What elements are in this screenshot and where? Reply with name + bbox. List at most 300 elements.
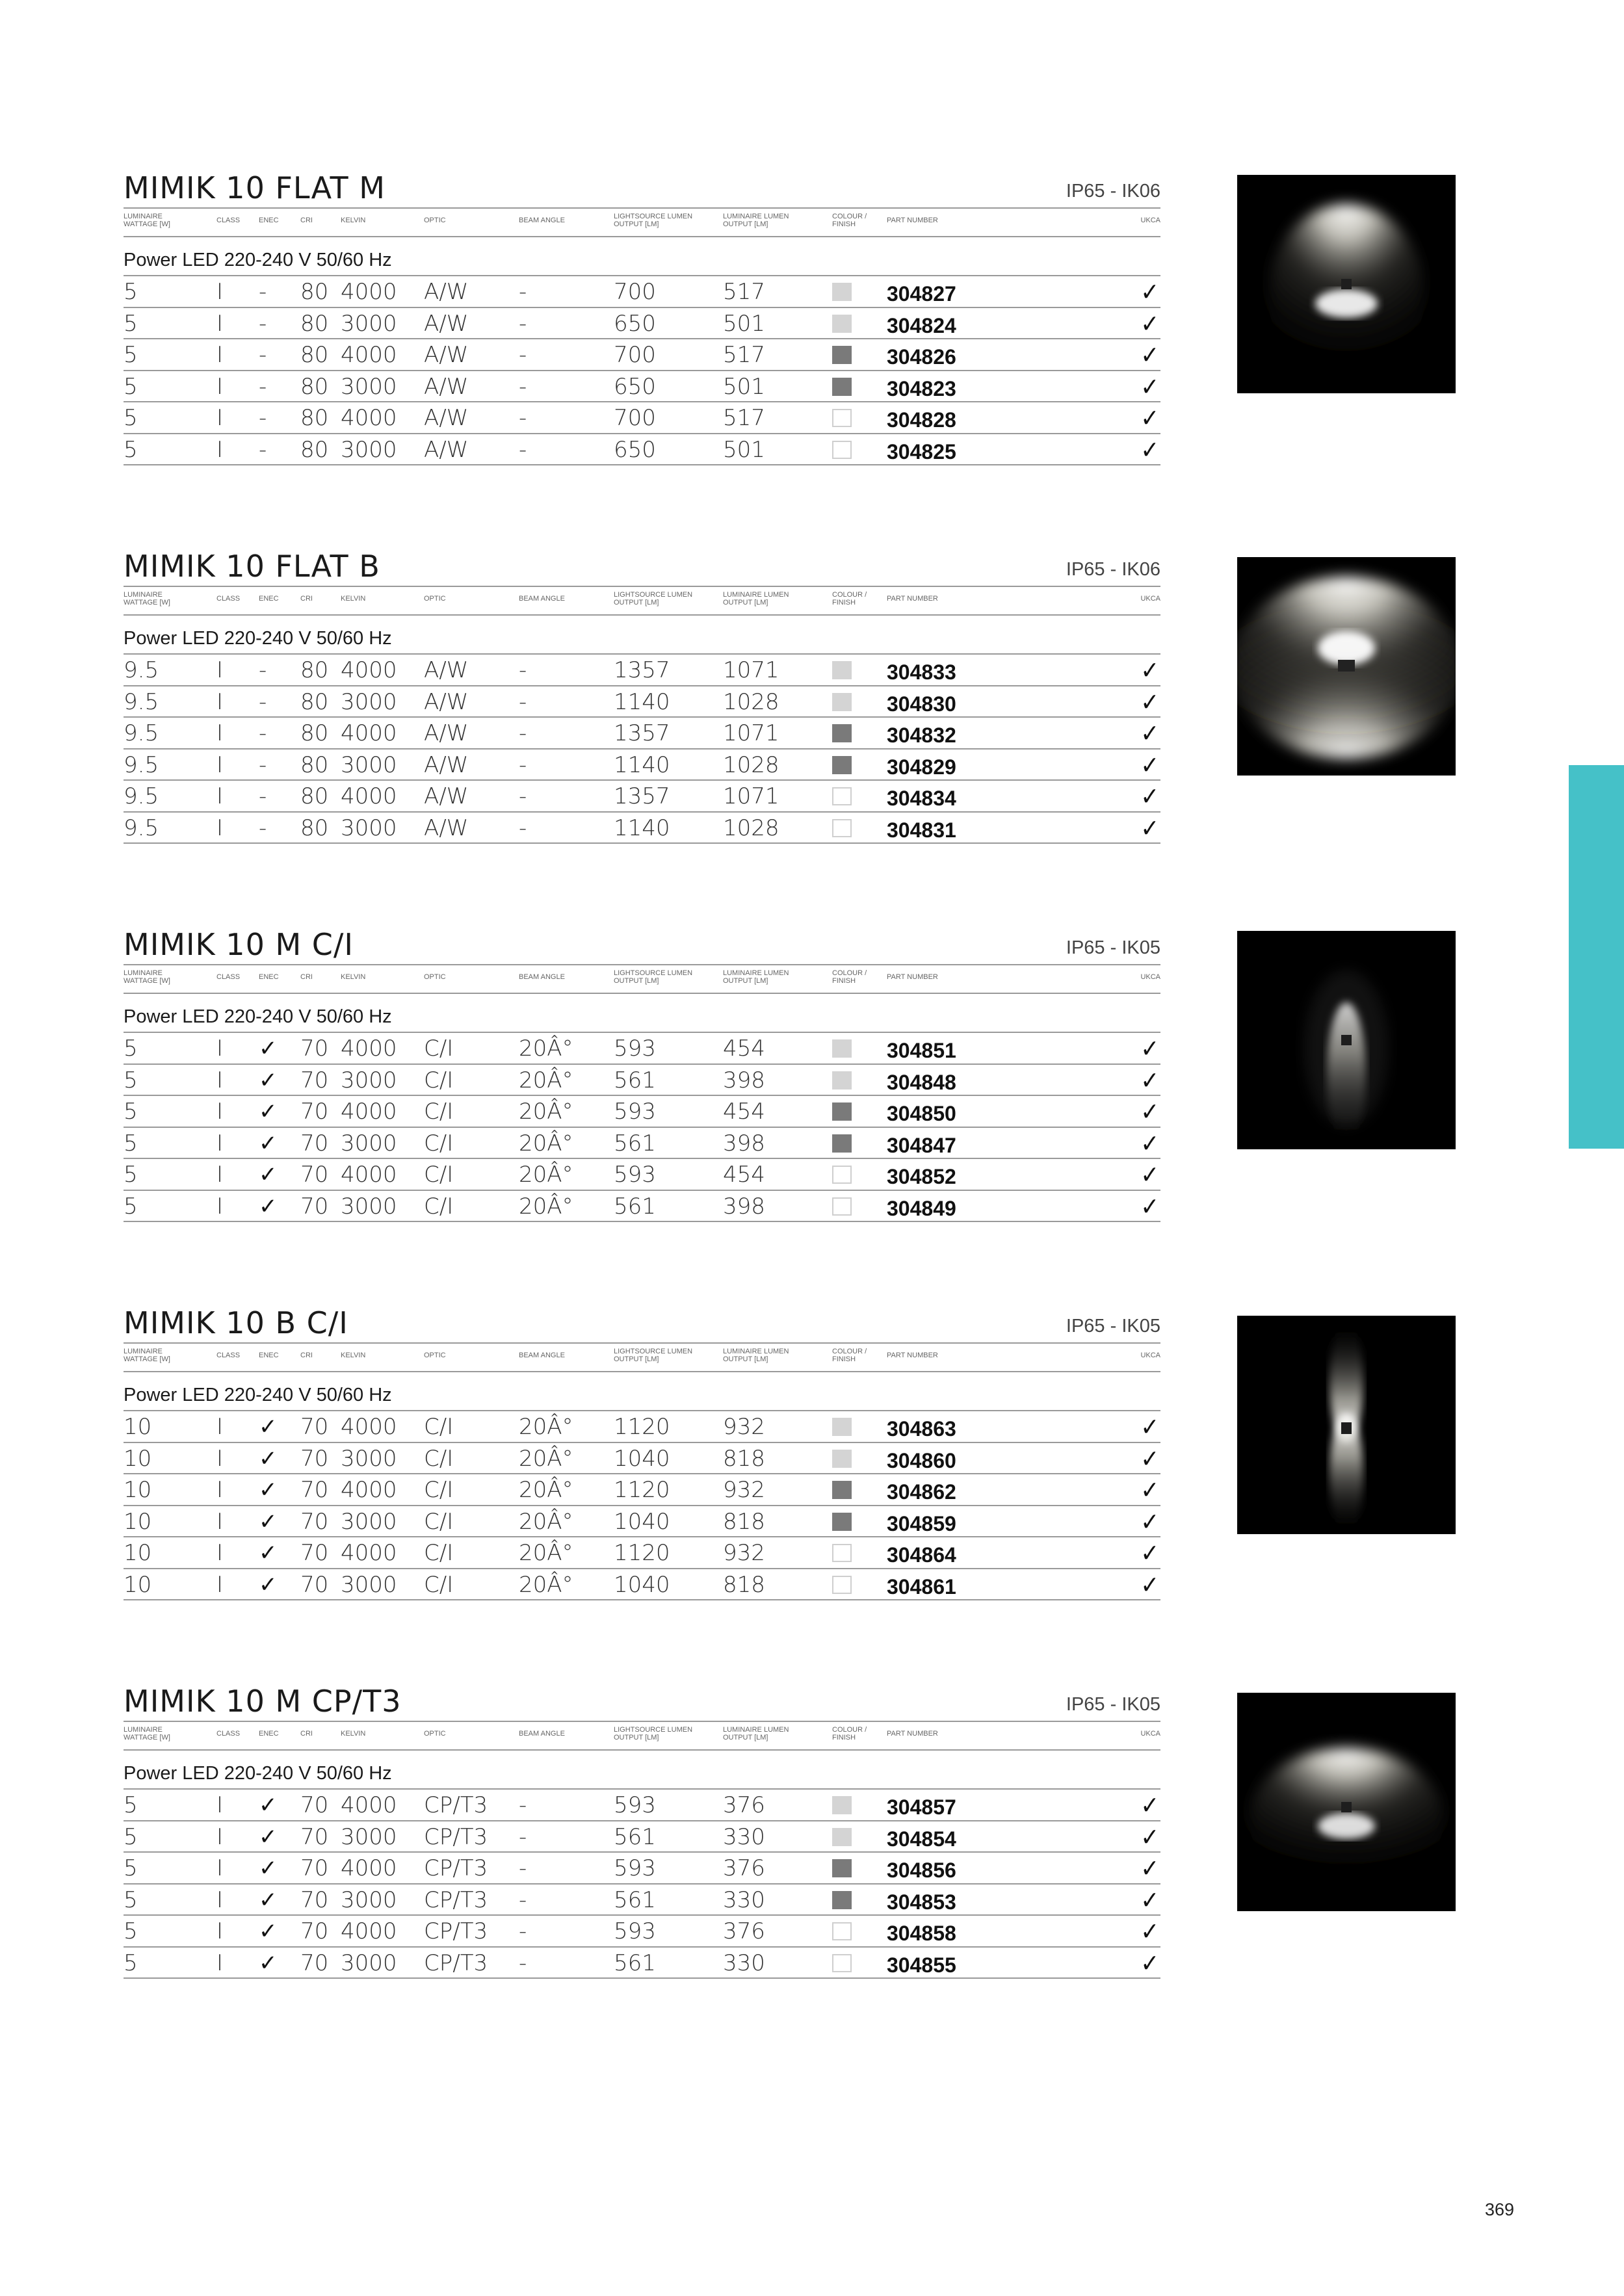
- cri-cell: 70: [300, 1067, 329, 1093]
- table-body: [124, 1410, 1160, 1600]
- part-number[interactable]: 304847: [887, 1133, 956, 1157]
- table-row[interactable]: [124, 1065, 1160, 1097]
- table-row[interactable]: [124, 655, 1160, 686]
- lightsource-lumen-cell: 593: [614, 1792, 656, 1818]
- enec-check-icon: ✓: [259, 1540, 278, 1566]
- table-row[interactable]: [124, 1537, 1160, 1569]
- beam-angle-header: BEAM ANGLE: [519, 595, 565, 603]
- ukca-check-icon: ✓: [1140, 1539, 1159, 1567]
- page-number: 369: [1485, 2200, 1515, 2219]
- optic-cell: CP/T3: [424, 1823, 488, 1850]
- class-cell: I: [216, 1950, 224, 1976]
- table-row[interactable]: [124, 1916, 1160, 1948]
- table-row[interactable]: [124, 1128, 1160, 1160]
- enec-header: ENEC: [259, 1730, 279, 1738]
- luminaire-lumen-cell: 932: [723, 1414, 765, 1440]
- finish-swatch-light-grey: [832, 1828, 852, 1846]
- ukca-check-icon: ✓: [1140, 1192, 1159, 1221]
- wattage-cell: 10: [124, 1508, 152, 1535]
- beam-angle-cell: -: [519, 373, 527, 400]
- beam-angle-cell: 20Â°: [519, 1445, 573, 1472]
- part-number[interactable]: 304850: [887, 1102, 956, 1125]
- part-number[interactable]: 304853: [887, 1890, 956, 1914]
- finish-swatch-dark-grey: [832, 756, 852, 774]
- chapter-tab[interactable]: [1569, 765, 1624, 1149]
- part-number[interactable]: 304832: [887, 724, 956, 747]
- optic-cell: C/I: [424, 1540, 454, 1566]
- power-supply-label: Power LED 220-240 V 50/60 Hz: [124, 1006, 392, 1027]
- finish-swatch-white: [832, 1166, 852, 1184]
- lightsource-lumen-header: LIGHTSOURCE LUMEN OUTPUT [LM]: [614, 1726, 693, 1742]
- table-row[interactable]: [124, 1096, 1160, 1128]
- class-cell: I: [216, 1792, 224, 1818]
- part-number[interactable]: 304828: [887, 408, 956, 432]
- part-number[interactable]: 304827: [887, 282, 956, 306]
- table-body: [124, 653, 1160, 844]
- class-header: CLASS: [216, 1730, 241, 1738]
- finish-swatch-light-grey: [832, 693, 852, 711]
- luminaire-lumen-cell: 818: [723, 1445, 765, 1472]
- luminaire-lumen-cell: 330: [723, 1950, 765, 1976]
- enec-check-icon: ✓: [259, 1571, 278, 1598]
- optic-cell: A/W: [424, 815, 469, 841]
- ukca-check-icon: ✓: [1140, 1444, 1159, 1473]
- table-row[interactable]: [124, 1159, 1160, 1191]
- table-row[interactable]: [124, 308, 1160, 340]
- lightsource-lumen-cell: 1120: [614, 1540, 670, 1566]
- enec-header: ENEC: [259, 595, 279, 603]
- part-number[interactable]: 304857: [887, 1795, 956, 1819]
- class-cell: I: [216, 1036, 224, 1062]
- finish-swatch-white: [832, 787, 852, 805]
- part-number-header: PART NUMBER: [887, 216, 938, 224]
- finish-swatch-light-grey: [832, 1450, 852, 1468]
- kelvin-cell: 3000: [341, 1950, 397, 1976]
- enec-cell: -: [259, 373, 267, 400]
- luminaire-lumen-cell: 501: [723, 436, 765, 463]
- enec-cell: -: [259, 405, 267, 431]
- finish-swatch-light-grey: [832, 1418, 852, 1436]
- section-title: MIMIK 10 B C/I: [124, 1305, 348, 1340]
- cri-cell: 80: [300, 279, 329, 305]
- kelvin-header: KELVIN: [341, 973, 366, 981]
- table-row[interactable]: [124, 1569, 1160, 1601]
- lightsource-lumen-cell: 561: [614, 1130, 656, 1156]
- beam-angle-cell: -: [519, 751, 527, 778]
- product-photo-m-cpt3: [1237, 1693, 1456, 1911]
- luminaire-lumen-cell: 330: [723, 1823, 765, 1850]
- class-cell: I: [216, 1193, 224, 1220]
- enec-cell: -: [259, 720, 267, 746]
- table-header-row: [124, 586, 1160, 616]
- luminaire-lumen-cell: 1071: [723, 657, 779, 683]
- kelvin-cell: 4000: [341, 720, 397, 746]
- optic-cell: CP/T3: [424, 1855, 488, 1881]
- table-row[interactable]: [124, 402, 1160, 434]
- finish-swatch-white: [832, 441, 852, 459]
- finish-swatch-white: [832, 819, 852, 837]
- table-row[interactable]: [124, 339, 1160, 371]
- lightsource-lumen-cell: 1120: [614, 1477, 670, 1503]
- optic-cell: A/W: [424, 436, 469, 463]
- kelvin-header: KELVIN: [341, 595, 366, 603]
- beam-angle-cell: -: [519, 815, 527, 841]
- class-cell: I: [216, 1414, 224, 1440]
- product-photo-flat-m: [1237, 175, 1456, 393]
- wattage-cell: 5: [124, 1950, 138, 1976]
- finish-swatch-dark-grey: [832, 724, 852, 742]
- luminaire-lumen-cell: 1028: [723, 688, 779, 715]
- enec-cell: -: [259, 815, 267, 841]
- cri-cell: 70: [300, 1508, 329, 1535]
- wattage-cell: 5: [124, 1886, 138, 1913]
- enec-cell: -: [259, 783, 267, 809]
- table-body: [124, 1788, 1160, 1979]
- enec-check-icon: ✓: [259, 1823, 278, 1850]
- class-cell: I: [216, 1508, 224, 1535]
- colour-finish-header: COLOUR / FINISH: [832, 591, 867, 607]
- kelvin-cell: 4000: [341, 405, 397, 431]
- part-number[interactable]: 304826: [887, 345, 956, 369]
- luminaire-lumen-cell: 1071: [723, 783, 779, 809]
- optic-cell: A/W: [424, 657, 469, 683]
- class-header: CLASS: [216, 1351, 241, 1359]
- wattage-cell: 5: [124, 373, 138, 400]
- kelvin-cell: 3000: [341, 1445, 397, 1472]
- wattage-cell: 5: [124, 342, 138, 368]
- luminaire-lumen-cell: 454: [723, 1162, 765, 1188]
- table-header-row: [124, 1721, 1160, 1751]
- cri-cell: 70: [300, 1886, 329, 1913]
- ip-rating: IP65 - IK06: [1066, 559, 1160, 580]
- kelvin-cell: 4000: [341, 1414, 397, 1440]
- enec-cell: -: [259, 751, 267, 778]
- optic-header: OPTIC: [424, 595, 446, 603]
- beam-angle-cell: -: [519, 688, 527, 715]
- cri-cell: 80: [300, 436, 329, 463]
- lightsource-lumen-cell: 1357: [614, 783, 670, 809]
- ukca-check-icon: ✓: [1140, 1034, 1159, 1063]
- enec-check-icon: ✓: [259, 1855, 278, 1881]
- table-row[interactable]: [124, 1033, 1160, 1065]
- part-number[interactable]: 304831: [887, 818, 956, 842]
- table-row[interactable]: [124, 276, 1160, 308]
- beam-angle-header: BEAM ANGLE: [519, 973, 565, 981]
- cri-header: CRI: [300, 1730, 313, 1738]
- beam-angle-cell: 20Â°: [519, 1414, 573, 1440]
- optic-cell: CP/T3: [424, 1950, 488, 1976]
- cri-cell: 70: [300, 1130, 329, 1156]
- enec-check-icon: ✓: [259, 1445, 278, 1472]
- ukca-check-icon: ✓: [1140, 1160, 1159, 1189]
- ukca-check-icon: ✓: [1140, 750, 1159, 779]
- lightsource-lumen-header: LIGHTSOURCE LUMEN OUTPUT [LM]: [614, 591, 693, 607]
- beam-angle-cell: -: [519, 1950, 527, 1976]
- lightsource-lumen-cell: 700: [614, 342, 656, 368]
- table-row[interactable]: [124, 1443, 1160, 1475]
- beam-angle-cell: 20Â°: [519, 1130, 573, 1156]
- wattage-cell: 5: [124, 1130, 138, 1156]
- class-cell: I: [216, 279, 224, 305]
- ukca-check-icon: ✓: [1140, 404, 1159, 432]
- kelvin-header: KELVIN: [341, 216, 366, 224]
- beam-angle-cell: 20Â°: [519, 1193, 573, 1220]
- kelvin-cell: 4000: [341, 1036, 397, 1062]
- table-row[interactable]: [124, 1506, 1160, 1538]
- kelvin-cell: 3000: [341, 1193, 397, 1220]
- luminaire-lumen-header: LUMINAIRE LUMEN OUTPUT [LM]: [723, 591, 789, 607]
- part-number[interactable]: 304830: [887, 692, 956, 716]
- beam-angle-cell: -: [519, 1886, 527, 1913]
- part-number[interactable]: 304825: [887, 439, 956, 463]
- enec-check-icon: ✓: [259, 1130, 278, 1156]
- table-row[interactable]: [124, 686, 1160, 718]
- enec-check-icon: ✓: [259, 1414, 278, 1440]
- ukca-check-icon: ✓: [1140, 813, 1159, 842]
- ukca-check-icon: ✓: [1140, 1917, 1159, 1946]
- kelvin-cell: 4000: [341, 1540, 397, 1566]
- wattage-cell: 5: [124, 1792, 138, 1818]
- lightsource-lumen-cell: 1120: [614, 1414, 670, 1440]
- enec-header: ENEC: [259, 973, 279, 981]
- cri-cell: 80: [300, 373, 329, 400]
- optic-header: OPTIC: [424, 216, 446, 224]
- lightsource-lumen-cell: 561: [614, 1886, 656, 1913]
- part-number[interactable]: 304864: [887, 1543, 956, 1567]
- wattage-header: LUMINAIRE WATTAGE [W]: [124, 213, 170, 228]
- ukca-check-icon: ✓: [1140, 1948, 1159, 1977]
- luminaire-lumen-cell: 376: [723, 1855, 765, 1881]
- product-photo-m-ci: [1237, 931, 1456, 1149]
- ukca-check-icon: ✓: [1140, 1570, 1159, 1599]
- lightsource-lumen-cell: 650: [614, 310, 656, 337]
- ukca-check-icon: ✓: [1140, 372, 1159, 401]
- ip-rating: IP65 - IK05: [1066, 1694, 1160, 1715]
- power-supply-label: Power LED 220-240 V 50/60 Hz: [124, 1763, 392, 1784]
- ukca-header: UKCA: [1140, 973, 1160, 981]
- power-supply-label: Power LED 220-240 V 50/60 Hz: [124, 250, 392, 270]
- ukca-check-icon: ✓: [1140, 719, 1159, 748]
- ukca-check-icon: ✓: [1140, 1128, 1159, 1158]
- part-number[interactable]: 304849: [887, 1196, 956, 1220]
- beam-angle-cell: 20Â°: [519, 1508, 573, 1535]
- wattage-cell: 5: [124, 1099, 138, 1125]
- part-number[interactable]: 304848: [887, 1070, 956, 1094]
- kelvin-cell: 4000: [341, 279, 397, 305]
- optic-cell: C/I: [424, 1477, 454, 1503]
- kelvin-cell: 3000: [341, 688, 397, 715]
- beam-angle-cell: -: [519, 783, 527, 809]
- luminaire-lumen-cell: 517: [723, 279, 765, 305]
- cri-cell: 80: [300, 688, 329, 715]
- class-cell: I: [216, 373, 224, 400]
- wattage-header: LUMINAIRE WATTAGE [W]: [124, 969, 170, 985]
- part-number[interactable]: 304863: [887, 1417, 956, 1441]
- cri-cell: 70: [300, 1918, 329, 1944]
- beam-angle-cell: 20Â°: [519, 1540, 573, 1566]
- ukca-check-icon: ✓: [1140, 687, 1159, 716]
- finish-swatch-light-grey: [832, 283, 852, 301]
- class-cell: I: [216, 1067, 224, 1093]
- wattage-cell: 9.5: [124, 783, 159, 809]
- table-row[interactable]: [124, 1411, 1160, 1443]
- table-row[interactable]: [124, 1885, 1160, 1916]
- part-number[interactable]: 304824: [887, 313, 956, 337]
- finish-swatch-dark-grey: [832, 1513, 852, 1531]
- beam-angle-cell: -: [519, 279, 527, 305]
- lightsource-lumen-cell: 561: [614, 1950, 656, 1976]
- enec-cell: -: [259, 436, 267, 463]
- table-row[interactable]: [124, 1821, 1160, 1853]
- cri-cell: 70: [300, 1036, 329, 1062]
- lightsource-lumen-header: LIGHTSOURCE LUMEN OUTPUT [LM]: [614, 213, 693, 228]
- optic-cell: A/W: [424, 279, 469, 305]
- ukca-check-icon: ✓: [1140, 1791, 1159, 1820]
- lightsource-lumen-cell: 1040: [614, 1571, 670, 1598]
- part-number[interactable]: 304856: [887, 1859, 956, 1882]
- finish-swatch-white: [832, 1954, 852, 1972]
- lightsource-lumen-cell: 1357: [614, 720, 670, 746]
- finish-swatch-light-grey: [832, 315, 852, 333]
- kelvin-cell: 3000: [341, 815, 397, 841]
- part-number[interactable]: 304862: [887, 1480, 956, 1504]
- part-number[interactable]: 304833: [887, 660, 956, 684]
- lightsource-lumen-cell: 593: [614, 1036, 656, 1062]
- finish-swatch-white: [832, 1197, 852, 1216]
- class-cell: I: [216, 1445, 224, 1472]
- wattage-cell: 5: [124, 1823, 138, 1850]
- class-header: CLASS: [216, 595, 241, 603]
- colour-finish-header: COLOUR / FINISH: [832, 969, 867, 985]
- optic-cell: A/W: [424, 405, 469, 431]
- lightsource-lumen-cell: 1357: [614, 657, 670, 683]
- lightsource-lumen-cell: 593: [614, 1855, 656, 1881]
- finish-swatch-light-grey: [832, 1039, 852, 1058]
- section-title: MIMIK 10 M CP/T3: [124, 1684, 402, 1719]
- product-photo-flat-b: [1237, 557, 1456, 776]
- wattage-cell: 5: [124, 1067, 138, 1093]
- luminaire-lumen-cell: 398: [723, 1130, 765, 1156]
- ukca-check-icon: ✓: [1140, 1507, 1159, 1536]
- table-row[interactable]: [124, 1790, 1160, 1821]
- optic-cell: CP/T3: [424, 1918, 488, 1944]
- part-number[interactable]: 304851: [887, 1039, 956, 1062]
- cri-cell: 80: [300, 815, 329, 841]
- enec-header: ENEC: [259, 1351, 279, 1359]
- enec-check-icon: ✓: [259, 1477, 278, 1503]
- beam-angle-cell: -: [519, 720, 527, 746]
- class-cell: I: [216, 1540, 224, 1566]
- luminaire-lumen-cell: 1028: [723, 815, 779, 841]
- colour-finish-header: COLOUR / FINISH: [832, 1726, 867, 1742]
- optic-cell: A/W: [424, 688, 469, 715]
- beam-angle-cell: -: [519, 405, 527, 431]
- wattage-cell: 5: [124, 436, 138, 463]
- optic-cell: A/W: [424, 720, 469, 746]
- part-number[interactable]: 304858: [887, 1922, 956, 1945]
- beam-angle-cell: 20Â°: [519, 1477, 573, 1503]
- wattage-cell: 5: [124, 405, 138, 431]
- part-number[interactable]: 304855: [887, 1953, 956, 1977]
- table-row[interactable]: [124, 718, 1160, 750]
- enec-check-icon: ✓: [259, 1099, 278, 1125]
- enec-check-icon: ✓: [259, 1950, 278, 1976]
- class-cell: I: [216, 1130, 224, 1156]
- luminaire-lumen-cell: 818: [723, 1508, 765, 1535]
- wattage-cell: 9.5: [124, 720, 159, 746]
- wattage-cell: 10: [124, 1414, 152, 1440]
- beam-angle-cell: -: [519, 342, 527, 368]
- part-number[interactable]: 304852: [887, 1165, 956, 1188]
- beam-angle-cell: 20Â°: [519, 1036, 573, 1062]
- part-number[interactable]: 304829: [887, 755, 956, 779]
- part-number[interactable]: 304834: [887, 787, 956, 810]
- part-number[interactable]: 304823: [887, 376, 956, 400]
- optic-cell: C/I: [424, 1130, 454, 1156]
- table-row[interactable]: [124, 1191, 1160, 1223]
- enec-cell: -: [259, 310, 267, 337]
- wattage-cell: 5: [124, 1162, 138, 1188]
- table-row[interactable]: [124, 1853, 1160, 1885]
- finish-swatch-dark-grey: [832, 1859, 852, 1877]
- optic-cell: CP/T3: [424, 1792, 488, 1818]
- cri-header: CRI: [300, 973, 313, 981]
- enec-cell: -: [259, 657, 267, 683]
- optic-cell: C/I: [424, 1067, 454, 1093]
- wattage-cell: 10: [124, 1477, 152, 1503]
- beam-angle-cell: -: [519, 1823, 527, 1850]
- table-row[interactable]: [124, 434, 1160, 466]
- power-supply-label: Power LED 220-240 V 50/60 Hz: [124, 628, 392, 649]
- finish-swatch-white: [832, 1576, 852, 1594]
- beam-angle-cell: -: [519, 310, 527, 337]
- finish-swatch-white: [832, 409, 852, 427]
- part-number[interactable]: 304854: [887, 1827, 956, 1851]
- finish-swatch-white: [832, 1544, 852, 1562]
- optic-cell: C/I: [424, 1414, 454, 1440]
- part-number-header: PART NUMBER: [887, 1351, 938, 1359]
- optic-cell: C/I: [424, 1193, 454, 1220]
- class-cell: I: [216, 310, 224, 337]
- section-title: MIMIK 10 FLAT M: [124, 170, 386, 205]
- enec-check-icon: ✓: [259, 1162, 278, 1188]
- kelvin-cell: 4000: [341, 783, 397, 809]
- table-row[interactable]: [124, 1474, 1160, 1506]
- kelvin-cell: 4000: [341, 1099, 397, 1125]
- table-row[interactable]: [124, 371, 1160, 403]
- part-number[interactable]: 304861: [887, 1574, 956, 1598]
- part-number-header: PART NUMBER: [887, 973, 938, 981]
- part-number[interactable]: 304860: [887, 1448, 956, 1472]
- luminaire-lumen-cell: 517: [723, 342, 765, 368]
- finish-swatch-light-grey: [832, 1796, 852, 1814]
- table-row[interactable]: [124, 750, 1160, 781]
- cri-cell: 80: [300, 657, 329, 683]
- lightsource-lumen-cell: 1040: [614, 1445, 670, 1472]
- table-header-row: [124, 207, 1160, 237]
- lightsource-lumen-cell: 1040: [614, 1508, 670, 1535]
- table-row[interactable]: [124, 781, 1160, 813]
- ukca-check-icon: ✓: [1140, 1822, 1159, 1851]
- part-number[interactable]: 304859: [887, 1511, 956, 1535]
- table-row[interactable]: [124, 813, 1160, 844]
- wattage-cell: 10: [124, 1445, 152, 1472]
- table-row[interactable]: [124, 1948, 1160, 1979]
- kelvin-cell: 4000: [341, 1162, 397, 1188]
- luminaire-lumen-cell: 398: [723, 1193, 765, 1220]
- beam-angle-cell: 20Â°: [519, 1099, 573, 1125]
- beam-angle-header: BEAM ANGLE: [519, 1730, 565, 1738]
